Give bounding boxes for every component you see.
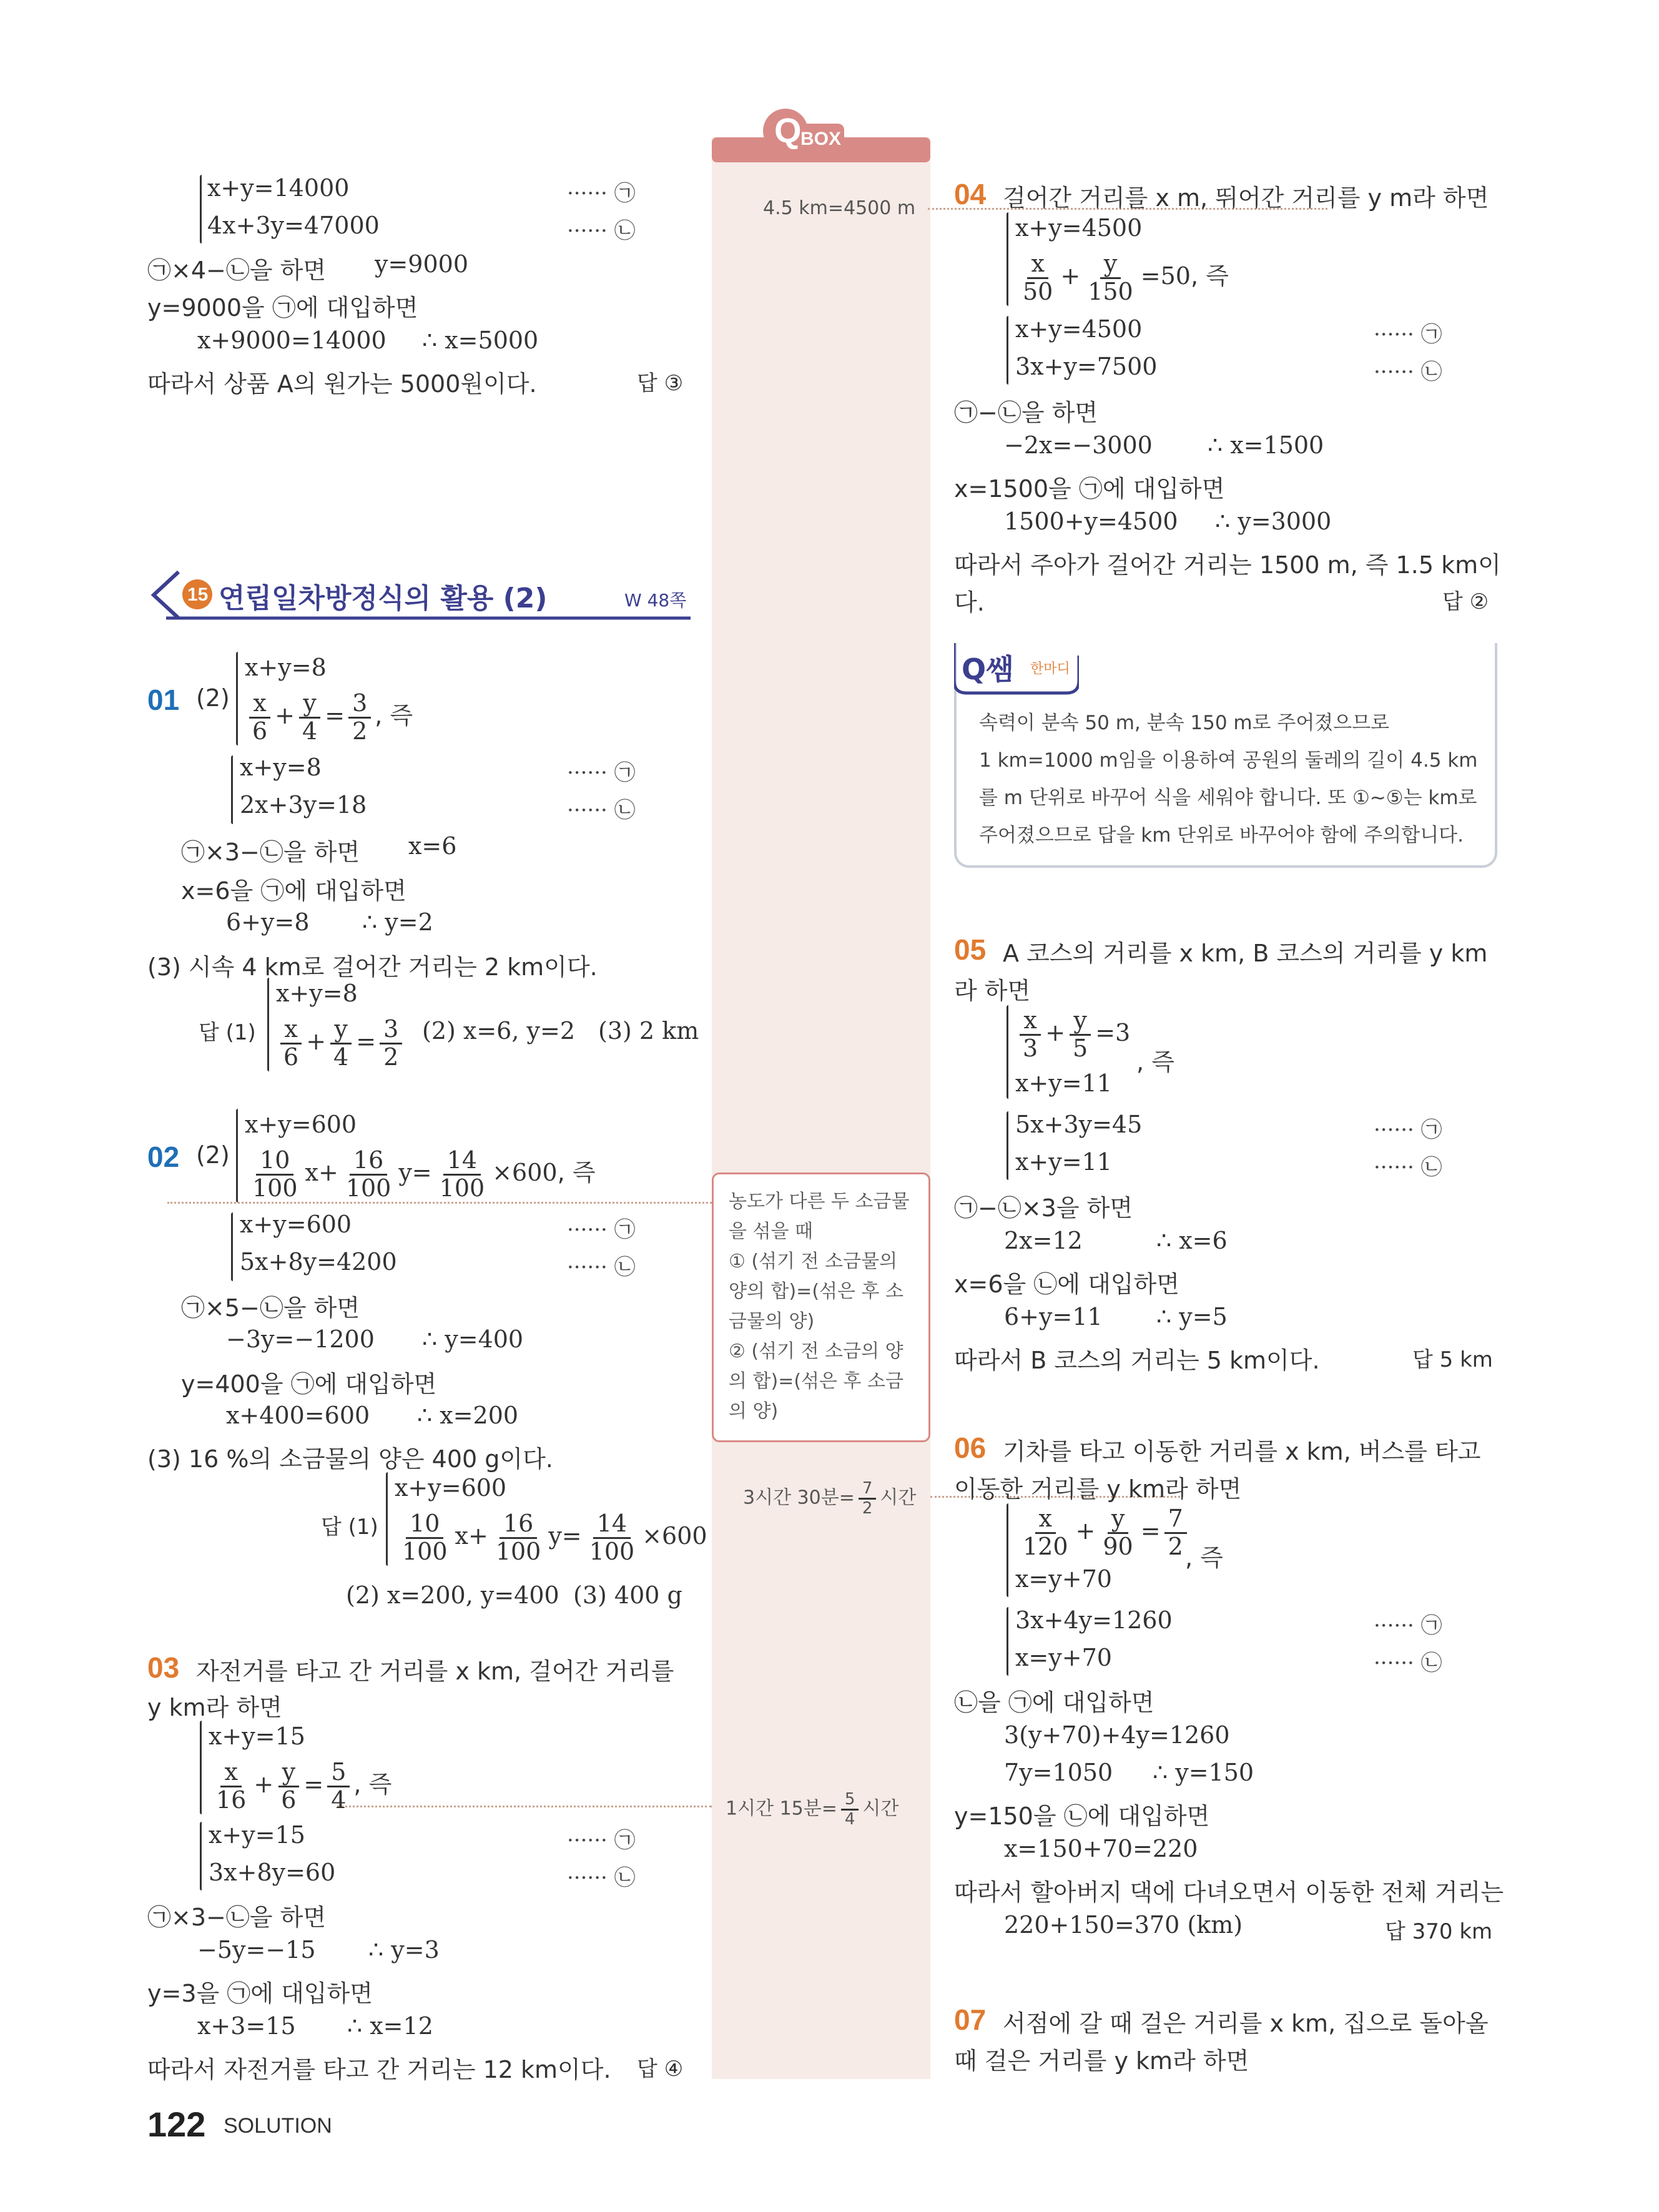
- conclusion: 따라서 할아버지 댁에 다녀오면서 이동한 전체 거리는: [954, 1879, 1504, 1906]
- solution-step: ㉠−㉡×3을 하면: [954, 1194, 1133, 1222]
- fraction: [380, 1016, 402, 1071]
- fraction: [1019, 1506, 1072, 1560]
- solution-step: 2x=12: [1004, 1227, 1083, 1254]
- equation-marker: ······ ㉠: [567, 181, 636, 206]
- solution-step: y=400을 ㉠에 대입하면: [181, 1370, 437, 1398]
- equation-marker: ······ ㉡: [567, 219, 636, 243]
- denominator: 6: [281, 1786, 297, 1814]
- section-title: 연립일차방정식의 활용 (2): [219, 582, 548, 614]
- fraction: [277, 1759, 300, 1814]
- solution-result: ∴ y=5: [1156, 1303, 1228, 1330]
- numerator: 3: [380, 1016, 402, 1045]
- numerator: y: [299, 691, 320, 719]
- equation-marker: ······ ㉠: [1374, 1613, 1442, 1638]
- denominator: 100: [495, 1537, 541, 1565]
- denominator: 100: [402, 1537, 448, 1565]
- solution-step: −2x=−3000: [1004, 431, 1153, 459]
- equation-marker: ······ ㉠: [1374, 1118, 1442, 1143]
- answer-equation-fraction: $\frac{x}{6}$ + $\frac{y}{4}$ = $\frac{3}{2}$: [276, 1016, 406, 1071]
- fraction: [586, 1511, 639, 1565]
- equation: x+y=15: [209, 1723, 305, 1750]
- note-text: 시간: [880, 1487, 917, 1509]
- equation-brace: [386, 1472, 388, 1566]
- equation: 3x+8y=60: [209, 1859, 336, 1886]
- numerator: x: [220, 1759, 241, 1787]
- solution-step: −3y=−1200: [226, 1325, 375, 1353]
- equation-brace: [236, 652, 238, 745]
- denominator: 6: [283, 1043, 299, 1071]
- equation-fraction: $\frac{x}{16}$ + $\frac{y}{6}$ = $\frac{5}{4}$ , 즉: [209, 1759, 391, 1814]
- suffix: , 즉: [353, 1770, 392, 1798]
- fraction: [1069, 1008, 1091, 1062]
- problem-number-02: 02: [147, 1141, 180, 1173]
- solution-step: y=3을 ㉠에 대입하면: [147, 1980, 373, 2007]
- solution-result: ∴ y=3: [368, 1936, 440, 1964]
- equation-marker: ······ ㉡: [567, 1255, 636, 1280]
- equation: x+y=8: [245, 654, 327, 681]
- problem-number-05: 05: [954, 933, 987, 966]
- problem-intro: 걸어간 거리를 x m, 뛰어간 거리를 y m라 하면: [1003, 184, 1489, 212]
- note-leader: [337, 1806, 712, 1807]
- denominator: 2: [1168, 1532, 1183, 1560]
- problem-intro: 자전거를 타고 간 거리를 x km, 걸어간 거리를: [196, 1658, 674, 1685]
- problem-number-03: 03: [147, 1651, 180, 1684]
- equation-brace: [1007, 212, 1008, 306]
- salt-note-1: ① (섞기 전 소금물의 양의 합)=(섞은 후 소금물의 양): [729, 1251, 904, 1332]
- answer: (2) x=200, y=400: [346, 1581, 559, 1609]
- numerator: 7: [1164, 1506, 1187, 1534]
- fraction: [348, 691, 371, 745]
- answer-equation: x+y=8: [276, 980, 358, 1007]
- solution-result: y=9000: [375, 250, 469, 278]
- denominator: 150: [1088, 277, 1133, 305]
- suffix: , 즉: [375, 701, 413, 729]
- problem-part: (2): [196, 684, 230, 712]
- fraction: [212, 1759, 250, 1814]
- equation-marker: ······ ㉡: [1374, 1651, 1442, 1676]
- qbox-strip: [712, 137, 930, 2079]
- denominator: 4: [302, 717, 318, 745]
- conclusion: 따라서 상품 A의 원가는 5000원이다.: [147, 370, 537, 398]
- section-number: 15: [187, 584, 209, 605]
- solution-result: ∴ x=5000: [422, 327, 539, 354]
- answer: 답 ③: [637, 371, 684, 396]
- solution-step: ㉠×5−㉡을 하면: [181, 1294, 360, 1322]
- numerator: 7: [859, 1480, 877, 1500]
- equation-fraction: $\frac{x}{120}$ + $\frac{y}{90}$ = $\frac{7}{2}$: [1015, 1506, 1191, 1560]
- tip-line: 를 m 단위로 바꾸어 식을 세워야 합니다. 또 ①~⑤는 km로: [979, 787, 1477, 809]
- equation-brace: [200, 1822, 202, 1890]
- fraction: [249, 1148, 302, 1202]
- denominator: 4: [331, 1786, 347, 1814]
- solution-result: ∴ y=400: [422, 1325, 524, 1353]
- numerator: 5: [841, 1791, 859, 1811]
- numerator: x: [1027, 251, 1048, 279]
- answer-label: 답 (1): [199, 1020, 256, 1045]
- equation-fraction: $\frac{x}{50}$ + $\frac{y}{150}$ =50, 즉: [1015, 251, 1229, 305]
- denominator: 2: [862, 1498, 873, 1518]
- fraction: [249, 691, 271, 745]
- problem-intro: 라 하면: [954, 977, 1031, 1005]
- answer-equation-fraction: $\frac{10}{100}$ x+ $\frac{16}{100}$ y= $\frac{14}{100}$ ×600: [395, 1511, 707, 1565]
- qbox-note-salt: [712, 1172, 930, 1442]
- equation-marker: ······ ㉡: [1374, 360, 1442, 385]
- equals: =3: [1095, 1018, 1131, 1046]
- numerator: 14: [593, 1511, 631, 1539]
- note-text: 1시간 15분=: [726, 1797, 837, 1820]
- equation: 5x+8y=4200: [240, 1248, 397, 1276]
- numerator: 5: [327, 1759, 350, 1787]
- fraction: [280, 1016, 302, 1071]
- q-teacher-tip-text: [979, 704, 1479, 854]
- suffix: , 즉: [557, 1158, 596, 1186]
- fraction: [298, 691, 321, 745]
- solution-result: ∴ y=150: [1153, 1759, 1254, 1786]
- fraction: [1019, 1008, 1041, 1062]
- equation-brace: [1007, 1607, 1008, 1676]
- fraction: [327, 1759, 350, 1814]
- equation-marker: ······ ㉠: [567, 760, 636, 785]
- equation: x+y=8: [240, 754, 322, 781]
- solution-step: 7y=1050: [1004, 1759, 1113, 1786]
- solution-step: ㉠×3−㉡을 하면: [147, 1904, 327, 1931]
- equation-brace: [1007, 316, 1008, 385]
- fraction: [492, 1511, 545, 1565]
- equation-marker: ······ ㉡: [1374, 1155, 1442, 1180]
- equation: x=y+70: [1015, 1565, 1112, 1593]
- equation-marker: ······ ㉡: [567, 1865, 636, 1890]
- numerator: y: [1070, 1008, 1090, 1036]
- solution-result: ∴ y=2: [362, 908, 433, 936]
- equation-brace: [200, 1721, 202, 1814]
- equation-text: x+y=11: [1015, 1069, 1112, 1097]
- tip-line: 주어졌으므로 답을 km 단위로 바꾸어야 함에 주의합니다.: [979, 824, 1464, 847]
- denominator: 6: [252, 717, 268, 745]
- solution-step: ㉡을 ㉠에 대입하면: [954, 1689, 1154, 1716]
- q-teacher-tip-title: Q쌤: [962, 652, 1014, 686]
- answer: (2) x=6, y=2: [422, 1017, 575, 1045]
- equation-brace: [1007, 1503, 1008, 1597]
- qbox-q-letter: Q: [774, 111, 802, 150]
- qbox-note-distance: 4.5 km=4500 m: [763, 197, 916, 219]
- denominator: 3: [1023, 1034, 1038, 1062]
- conclusion: 따라서 B 코스의 거리는 5 km이다.: [954, 1347, 1320, 1374]
- answer-label: 답 (1): [321, 1515, 378, 1540]
- numerator: 10: [406, 1511, 443, 1539]
- numerator: x: [1020, 1008, 1040, 1036]
- denominator: 100: [252, 1174, 298, 1202]
- qbox-note-time-1: [743, 1480, 916, 1517]
- solution-step: ㉠×3−㉡을 하면: [181, 838, 360, 866]
- equation-marker: ······ ㉡: [567, 798, 636, 823]
- fraction: [398, 1511, 451, 1565]
- answer: 답 ④: [637, 2057, 684, 2082]
- equation: [1015, 1071, 1112, 1095]
- equation-fraction: $\frac{10}{100}$ x+ $\frac{16}{100}$ y= $\frac{14}{100}$ ×600, 즉: [245, 1148, 595, 1202]
- solution-step: x=6을 ㉡에 대입하면: [954, 1271, 1179, 1298]
- solution-step: 3(y+70)+4y=1260: [1004, 1721, 1230, 1749]
- equation-marker: ······ ㉠: [1374, 322, 1442, 347]
- denominator: 100: [589, 1537, 635, 1565]
- equation-brace: [236, 1109, 238, 1202]
- fraction: [1019, 251, 1056, 305]
- suffix: , 즉: [1190, 262, 1229, 290]
- equation: 3x+y=7500: [1015, 353, 1158, 380]
- equation-brace: [231, 1212, 233, 1281]
- equation-marker: ······ ㉠: [567, 1217, 636, 1242]
- problem-intro: y km라 하면: [147, 1694, 282, 1721]
- solution-result: ∴ x=12: [347, 2012, 433, 2040]
- denominator: 4: [844, 1809, 855, 1829]
- equation: 3x+4y=1260: [1015, 1606, 1173, 1634]
- note-text: 3시간 30분=: [743, 1487, 855, 1509]
- equation: x+y=15: [209, 1821, 305, 1849]
- denominator: 2: [352, 717, 368, 745]
- equation: x=y+70: [1015, 1644, 1112, 1671]
- equation-brace: [267, 978, 269, 1071]
- salt-note-2: ② (섞기 전 소금의 양의 합)=(섞은 후 소금의 양): [729, 1340, 904, 1422]
- q-teacher-tip-subtitle: 한마디: [1030, 661, 1070, 677]
- fraction: [330, 1016, 352, 1071]
- solution-step: −5y=−15: [197, 1936, 316, 1964]
- problem-intro: 때 걸은 거리를 y km라 하면: [954, 2047, 1249, 2075]
- problem-number-06: 06: [954, 1432, 987, 1464]
- tip-line: 속력이 분속 50 m, 분속 150 m로 주어졌으므로: [979, 712, 1390, 734]
- denominator: 4: [333, 1043, 349, 1071]
- fraction: [342, 1148, 395, 1202]
- equals: =50: [1140, 262, 1191, 290]
- page-footer-label: SOLUTION: [224, 2114, 332, 2138]
- solution-step: x+9000=14000: [197, 327, 386, 354]
- note-leader: [167, 1202, 712, 1204]
- solution-step: 6+y=8: [226, 908, 310, 936]
- fraction: [436, 1148, 489, 1202]
- answer: 답 5 km: [1412, 1347, 1493, 1372]
- denominator: 16: [216, 1786, 247, 1814]
- denominator: 100: [439, 1174, 485, 1202]
- solution-step: x=1500을 ㉠에 대입하면: [954, 475, 1225, 503]
- problem-intro: 서점에 갈 때 걸은 거리를 x km, 집으로 돌아올: [1003, 2010, 1489, 2037]
- fraction: [859, 1480, 877, 1517]
- suffix: , 즉: [1136, 1048, 1174, 1076]
- equation: x+y=14000: [207, 174, 350, 202]
- denominator: 100: [345, 1174, 391, 1202]
- solution-step: x+3=15: [197, 2012, 296, 2040]
- equation-brace: [1007, 1111, 1008, 1180]
- qbox-note-time-2: [726, 1791, 898, 1828]
- solution-step: 1500+y=4500: [1004, 508, 1178, 535]
- answer: (3) 400 g: [573, 1581, 682, 1609]
- equation-fraction: $\frac{x}{6}$ + $\frac{y}{4}$ = $\frac{3}{2}$ , 즉: [245, 691, 413, 745]
- equation-fraction: $\frac{x}{3}$ + $\frac{y}{5}$ =3: [1015, 1008, 1130, 1062]
- equation: 4x+3y=47000: [207, 212, 380, 239]
- numerator: 16: [350, 1148, 387, 1176]
- solution-step: y=150을 ㉡에 대입하면: [954, 1802, 1210, 1830]
- fraction: [1099, 1506, 1136, 1560]
- conclusion: 따라서 주아가 걸어간 거리는 1500 m, 즉 1.5 km이: [954, 551, 1501, 579]
- solution-step: 220+150=370 (km): [1004, 1911, 1243, 1939]
- solution-step: ㉠×4−㉡을 하면: [147, 257, 327, 284]
- numerator: y: [1100, 251, 1121, 279]
- answer: 답 370 km: [1385, 1919, 1493, 1944]
- conclusion: (3) 시속 4 km로 걸어간 거리는 2 km이다.: [147, 953, 598, 981]
- workbook-reference: W 48쪽: [624, 590, 687, 611]
- page-number: 122: [147, 2105, 206, 2144]
- numerator: 10: [256, 1148, 293, 1176]
- denominator: 90: [1103, 1532, 1133, 1560]
- numerator: y: [1108, 1506, 1128, 1534]
- equation: 5x+3y=45: [1015, 1111, 1143, 1138]
- answer-equation: x+y=600: [395, 1474, 507, 1502]
- equation: 2x+3y=18: [240, 791, 367, 818]
- conclusion: 다.: [954, 589, 985, 616]
- denominator: 2: [383, 1043, 399, 1071]
- solution-result: ∴ y=3000: [1215, 508, 1332, 535]
- numerator: y: [330, 1016, 351, 1045]
- numerator: x: [249, 691, 270, 719]
- denominator: 120: [1023, 1532, 1068, 1560]
- equation: x+y=11: [1015, 1148, 1112, 1176]
- numerator: 14: [443, 1148, 481, 1176]
- equation: x+y=4500: [1015, 214, 1143, 242]
- fraction: [1164, 1506, 1187, 1560]
- numerator: y: [278, 1759, 299, 1787]
- denominator: 5: [1073, 1034, 1088, 1062]
- solution-step: x+400=600: [226, 1402, 370, 1429]
- equation-brace: [231, 755, 233, 824]
- equation: x+y=600: [240, 1211, 352, 1238]
- solution-step: x=150+70=220: [1004, 1835, 1198, 1862]
- solution-step: y=9000을 ㉠에 대입하면: [147, 294, 418, 322]
- equation: x+y=4500: [1015, 315, 1143, 343]
- solution-step: 6+y=11: [1004, 1303, 1103, 1330]
- numerator: 16: [500, 1511, 537, 1539]
- answer: 답 ②: [1442, 589, 1489, 614]
- conclusion: 따라서 자전거를 타고 간 거리는 12 km이다.: [147, 2056, 611, 2083]
- equation-brace: [1007, 1005, 1008, 1099]
- fraction: [841, 1791, 859, 1828]
- problem-number-04: 04: [954, 178, 987, 210]
- qbox-label: BOX: [800, 129, 842, 149]
- numerator: x: [280, 1016, 301, 1045]
- multiplier: ×600: [492, 1158, 558, 1186]
- problem-intro: 기차를 타고 이동한 거리를 x km, 버스를 타고: [1003, 1438, 1481, 1465]
- note-text: 시간: [862, 1797, 899, 1820]
- equation: x+y=600: [245, 1111, 357, 1138]
- salt-note-title: 농도가 다른 두 소금물을 섞을 때: [729, 1191, 910, 1242]
- tip-line: 1 km=1000 m임을 이용하여 공원의 둘레의 길이 4.5 km: [979, 749, 1478, 772]
- solution-step: x=6을 ㉠에 대입하면: [181, 877, 406, 905]
- fraction: [1084, 251, 1137, 305]
- equation-brace: [200, 175, 202, 243]
- denominator: 50: [1023, 277, 1053, 305]
- conclusion: (3) 16 %의 소금물의 양은 400 g이다.: [147, 1445, 553, 1473]
- suffix: , 즉: [1185, 1544, 1223, 1571]
- solution-result: x=6: [408, 832, 457, 860]
- solution-result: ∴ x=1500: [1208, 431, 1324, 459]
- solution-result: ∴ x=6: [1156, 1227, 1228, 1254]
- problem-part: (2): [196, 1141, 230, 1169]
- solution-step: ㉠−㉡을 하면: [954, 399, 1098, 426]
- problem-intro: 이동한 거리를 y km라 하면: [954, 1475, 1242, 1503]
- multiplier: ×600: [642, 1521, 707, 1550]
- equation-marker: ······ ㉠: [567, 1828, 636, 1853]
- solution-result: ∴ x=200: [417, 1402, 519, 1429]
- problem-intro: A 코스의 거리를 x km, B 코스의 거리를 y km: [1003, 940, 1488, 967]
- problem-number-01: 01: [147, 684, 180, 716]
- numerator: 3: [348, 691, 371, 719]
- answer: (3) 2 km: [598, 1017, 699, 1045]
- problem-number-07: 07: [954, 2003, 987, 2036]
- numerator: x: [1035, 1506, 1056, 1534]
